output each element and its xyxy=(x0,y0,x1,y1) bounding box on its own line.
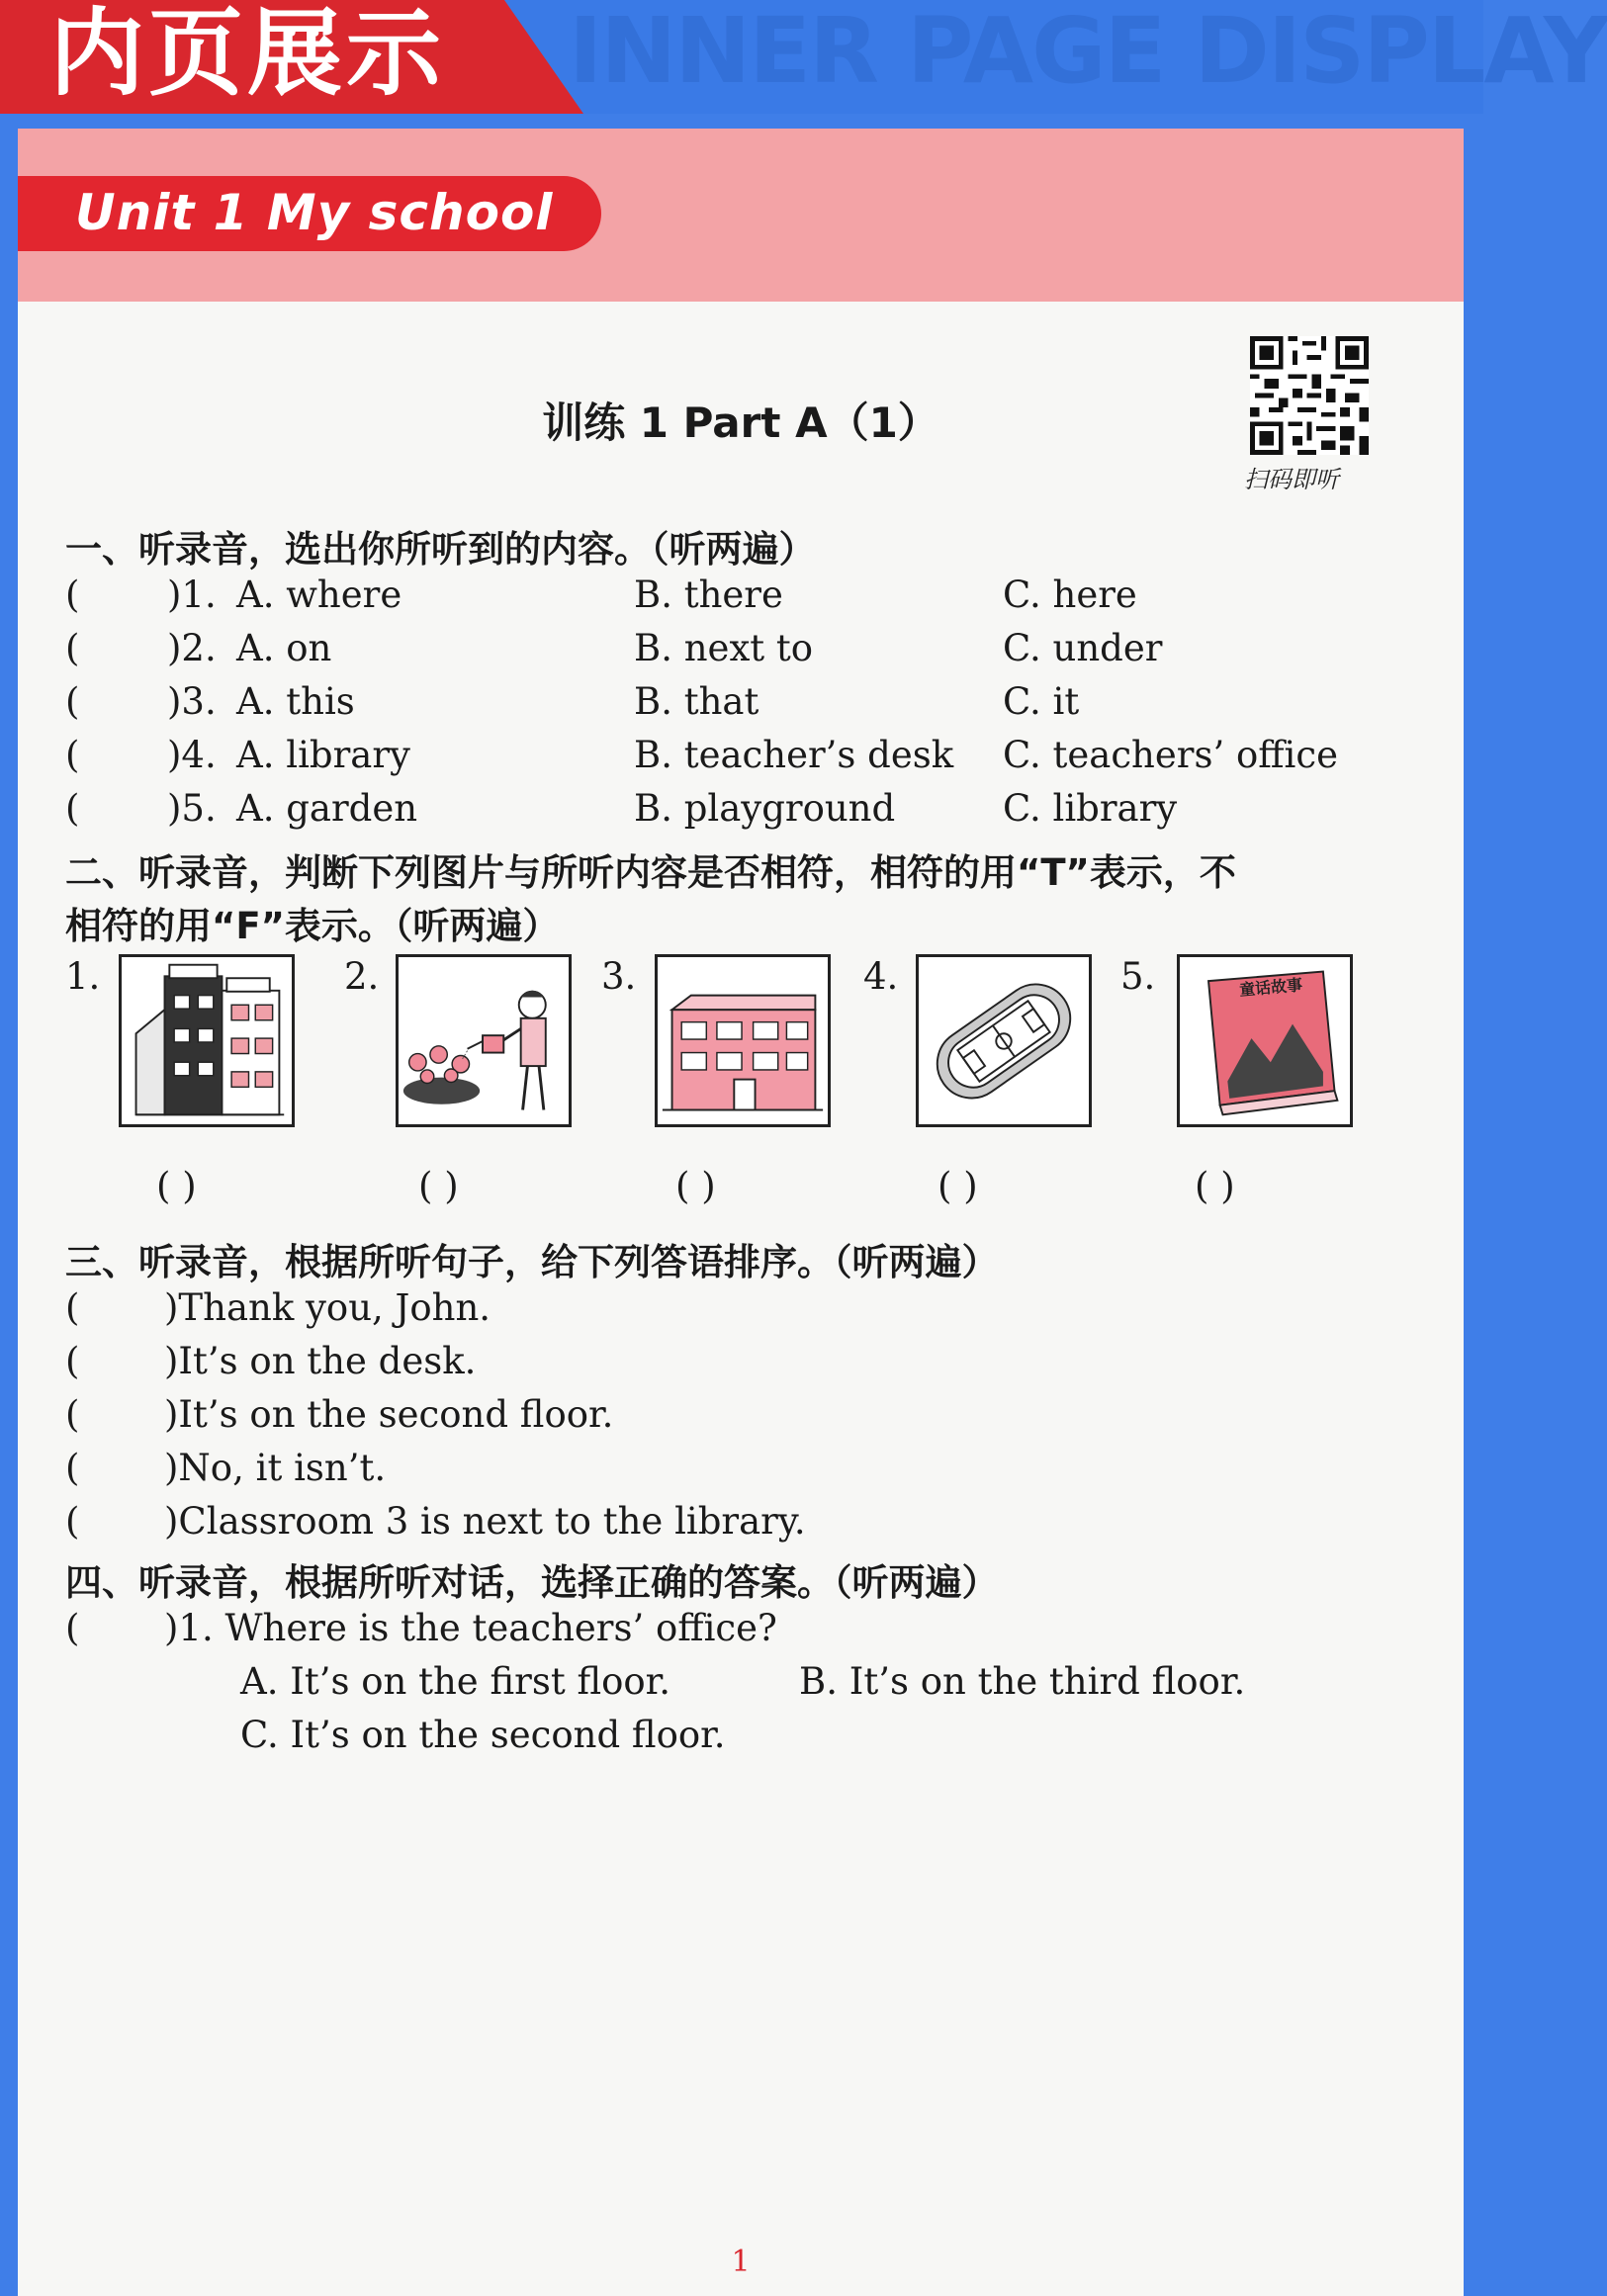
unit-title: Unit 1 My school xyxy=(75,184,554,241)
answer-blank[interactable]: ( ) xyxy=(937,1165,978,1207)
answer-blank[interactable]: ( xyxy=(65,627,80,669)
question-text: )1. Where is the teachers’ office? xyxy=(164,1607,777,1649)
option-c: C. here xyxy=(1003,574,1137,616)
option-a: A. library xyxy=(236,734,410,776)
workbook-page: Unit 1 My school 扫码即听 训练 1 Part A（1） 一、听录音，选出你所听到的内容。（听两遍） ( )1. A. where B. there C. here ( )2. A. on B. next to C. under ( )3. A. this B. that C. it ( )4. A. library B. teacher’s desk C. teachers’ office ( )5. A. garden B. playground C. library 二、听录音，判断下列图片与所听内容是否相符，相符的用“T”表示，不 相符的用“F”表示。（听两遍） 1. ( ) 2. ( ) 3. ( ) 4. ( ) 5. 童话故事 ( ) 三、听录音，根据所听句子，给下列答语排序。（听两遍） ( )Thank you, John. ( )It’s on the desk. ( )It’s on the second floor. ( )No, it isn’t. ( )Classroom 3 is next to the library. 四、听录音，根据所听对话，选择正确的答案。（听两遍） ( )1. Where is the teachers’ office? A. It’s on the first floor. B. It’s on the third floor. C. It’s on the second floor. 1 xyxy=(18,129,1464,2296)
banner-title-en: INNER PAGE DISPLAY xyxy=(569,0,1607,104)
answer-blank[interactable]: ( xyxy=(65,1286,80,1329)
banner-title-cn: 内页展示 xyxy=(49,0,445,109)
lesson-title: 训练 1 Part A（1） xyxy=(542,398,939,447)
picture-number: 1. xyxy=(65,955,101,998)
qr-caption: 扫码即听 xyxy=(1244,466,1339,493)
answer-blank[interactable]: ( xyxy=(65,1500,80,1543)
option-b: B. teacher’s desk xyxy=(634,734,954,776)
answer-blank[interactable]: ( ) xyxy=(418,1165,459,1207)
answer-blank[interactable]: ( ) xyxy=(156,1165,197,1207)
answer-blank[interactable]: ( xyxy=(65,680,80,723)
option-a: A. where xyxy=(236,574,402,616)
option-c: C. library xyxy=(1003,787,1178,830)
section2-heading-line2: 相符的用“F”表示。（听两遍） xyxy=(65,905,560,947)
playground-track-icon xyxy=(916,954,1092,1127)
option-c: C. it xyxy=(1003,680,1080,723)
storybook-title: 童话故事 xyxy=(1238,975,1303,1000)
option-b: B. next to xyxy=(634,627,814,669)
option-a: A. It’s on the first floor. xyxy=(240,1660,671,1703)
option-c: C. teachers’ office xyxy=(1003,734,1338,776)
answer-blank[interactable]: ( xyxy=(65,787,80,830)
answer-blank[interactable]: ( xyxy=(65,734,80,776)
section3-heading: 三、听录音，根据所听句子，给下列答语排序。（听两遍） xyxy=(65,1241,999,1283)
answer-blank[interactable]: ( xyxy=(65,574,80,616)
answer-blank[interactable]: ( xyxy=(65,1447,80,1489)
option-a: A. this xyxy=(236,680,355,723)
garden-watering-icon xyxy=(396,954,572,1127)
picture-number: 3. xyxy=(601,955,637,998)
option-a: A. on xyxy=(236,627,332,669)
option-c: C. under xyxy=(1003,627,1163,669)
answer-blank[interactable]: ( xyxy=(65,1607,80,1649)
storybook-icon xyxy=(1177,954,1353,1127)
option-b: B. playground xyxy=(634,787,896,830)
option-c: C. It’s on the second floor. xyxy=(240,1714,726,1756)
library-building-icon xyxy=(655,954,831,1127)
option-b: B. that xyxy=(634,680,759,723)
school-building-icon xyxy=(119,954,295,1127)
section2-heading-line1: 二、听录音，判断下列图片与所听内容是否相符，相符的用“T”表示，不 xyxy=(65,851,1236,894)
option-b: B. there xyxy=(634,574,783,616)
unit-title-pill xyxy=(18,176,601,251)
picture-number: 2. xyxy=(344,955,380,998)
answer-blank[interactable]: ( ) xyxy=(675,1165,716,1207)
page-number: 1 xyxy=(731,2245,751,2279)
option-a: A. garden xyxy=(236,787,418,830)
answer-blank[interactable]: ( xyxy=(65,1340,80,1382)
answer-blank[interactable]: ( xyxy=(65,1393,80,1436)
top-banner xyxy=(0,0,1607,114)
picture-number: 4. xyxy=(863,955,899,998)
picture-number: 5. xyxy=(1120,955,1156,998)
section4-question xyxy=(65,1607,777,1649)
option-b: B. It’s on the third floor. xyxy=(799,1660,1246,1703)
section4-heading: 四、听录音，根据所听对话，选择正确的答案。（听两遍） xyxy=(65,1561,999,1604)
answer-blank[interactable]: ( ) xyxy=(1195,1165,1235,1207)
section1-heading: 一、听录音，选出你所听到的内容。（听两遍） xyxy=(65,528,816,571)
